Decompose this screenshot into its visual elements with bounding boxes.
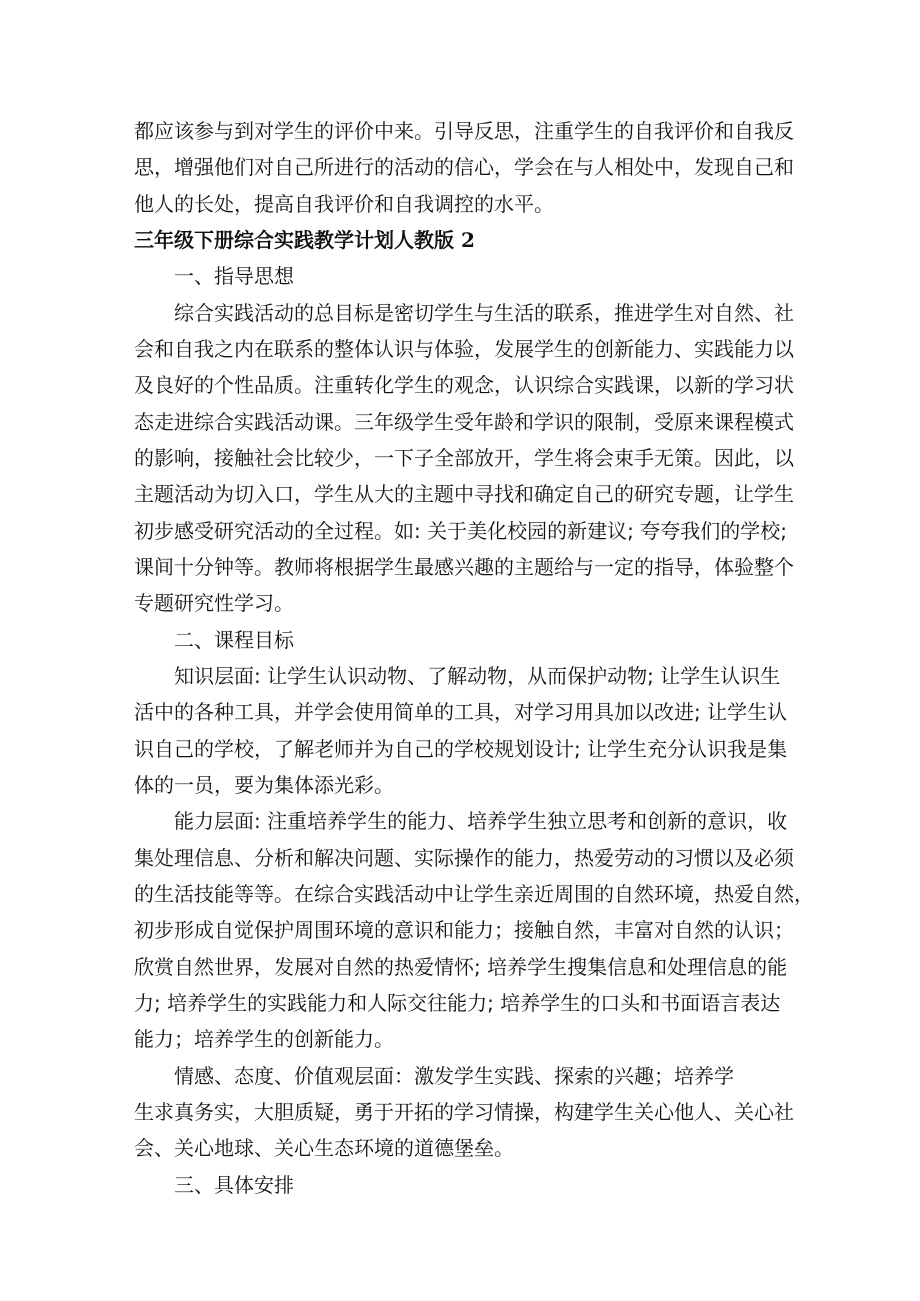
text-line: 情感、态度、价值观层面：激发学生实践、探索的兴趣；培养学: [174, 1064, 734, 1088]
heading-guiding-ideology: 一、指导思想: [174, 264, 294, 288]
text-line: 集处理信息、分析和解决问题、实际操作的能力，热爱劳动的习惯以及必须: [134, 846, 794, 870]
text-line: 力; 培养学生的实践能力和人际交往能力; 培养学生的口头和书面语言表达: [134, 991, 781, 1015]
text-line: 能力；培养学生的创新能力。: [134, 1027, 394, 1051]
text-line: 思，增强他们对自己所进行的活动的信心，学会在与人相处中，发现自己和: [134, 155, 794, 179]
text-line: 专题研究性学习。: [134, 591, 294, 615]
heading-course-goals: 二、课程目标: [174, 628, 294, 652]
text-line: 体的一员，要为集体添光彩。: [134, 773, 394, 797]
text-line: 及良好的个性品质。注重转化学生的观念，认识综合实践课，以新的学习状: [134, 373, 794, 397]
section-title: 三年级下册综合实践教学计划人教版 2: [134, 228, 475, 252]
text-line: 活中的各种工具，并学会使用简单的工具，对学习用具加以改进; 让学生认: [134, 700, 788, 724]
text-line: 都应该参与到对学生的评价中来。引导反思，注重学生的自我评价和自我反: [134, 119, 794, 143]
heading-specific-arrangement: 三、具体安排: [174, 1173, 294, 1197]
text-line: 知识层面: 让学生认识动物、了解动物，从而保护动物; 让学生认识生: [174, 664, 781, 688]
text-line: 欣赏自然世界，发展对自然的热爱情怀; 培养学生搜集信息和处理信息的能: [134, 955, 788, 979]
text-line: 能力层面: 注重培养学生的能力、培养学生独立思考和创新的意识，收: [174, 809, 788, 833]
text-line: 的生活技能等等。在综合实践活动中让学生亲近周围的自然环境，热爱自然，: [134, 882, 814, 906]
text-line: 识自己的学校，了解老师并为自己的学校规划设计; 让学生充分认识我是集: [134, 737, 788, 761]
text-line: 态走进综合实践活动课。三年级学生受年龄和学识的限制，受原来课程模式: [134, 410, 794, 434]
text-line: 的影响，接触社会比较少，一下子全部放开，学生将会束手无策。因此，以: [134, 446, 794, 470]
text-line: 课间十分钟等。教师将根据学生最感兴趣的主题给与一定的指导，体验整个: [134, 555, 794, 579]
text-line: 他人的长处，提高自我评价和自我调控的水平。: [134, 192, 554, 216]
text-line: 生求真务实，大胆质疑，勇于开拓的学习情操，构建学生关心他人、关心社: [134, 1100, 794, 1124]
text-line: 综合实践活动的总目标是密切学生与生活的联系，推进学生对自然、社: [174, 301, 794, 325]
text-line: 会、关心地球、关心生态环境的道德堡垒。: [134, 1136, 514, 1160]
text-line: 初步形成自觉保护周围环境的意识和能力；接触自然，丰富对自然的认识；: [134, 918, 794, 942]
text-line: 主题活动为切入口，学生从大的主题中寻找和确定自己的研究专题，让学生: [134, 482, 794, 506]
text-line: 会和自我之内在联系的整体认识与体验，发展学生的创新能力、实践能力以: [134, 337, 794, 361]
text-line: 初步感受研究活动的全过程。如: 关于美化校园的新建议; 夸夸我们的学校;: [134, 519, 787, 543]
